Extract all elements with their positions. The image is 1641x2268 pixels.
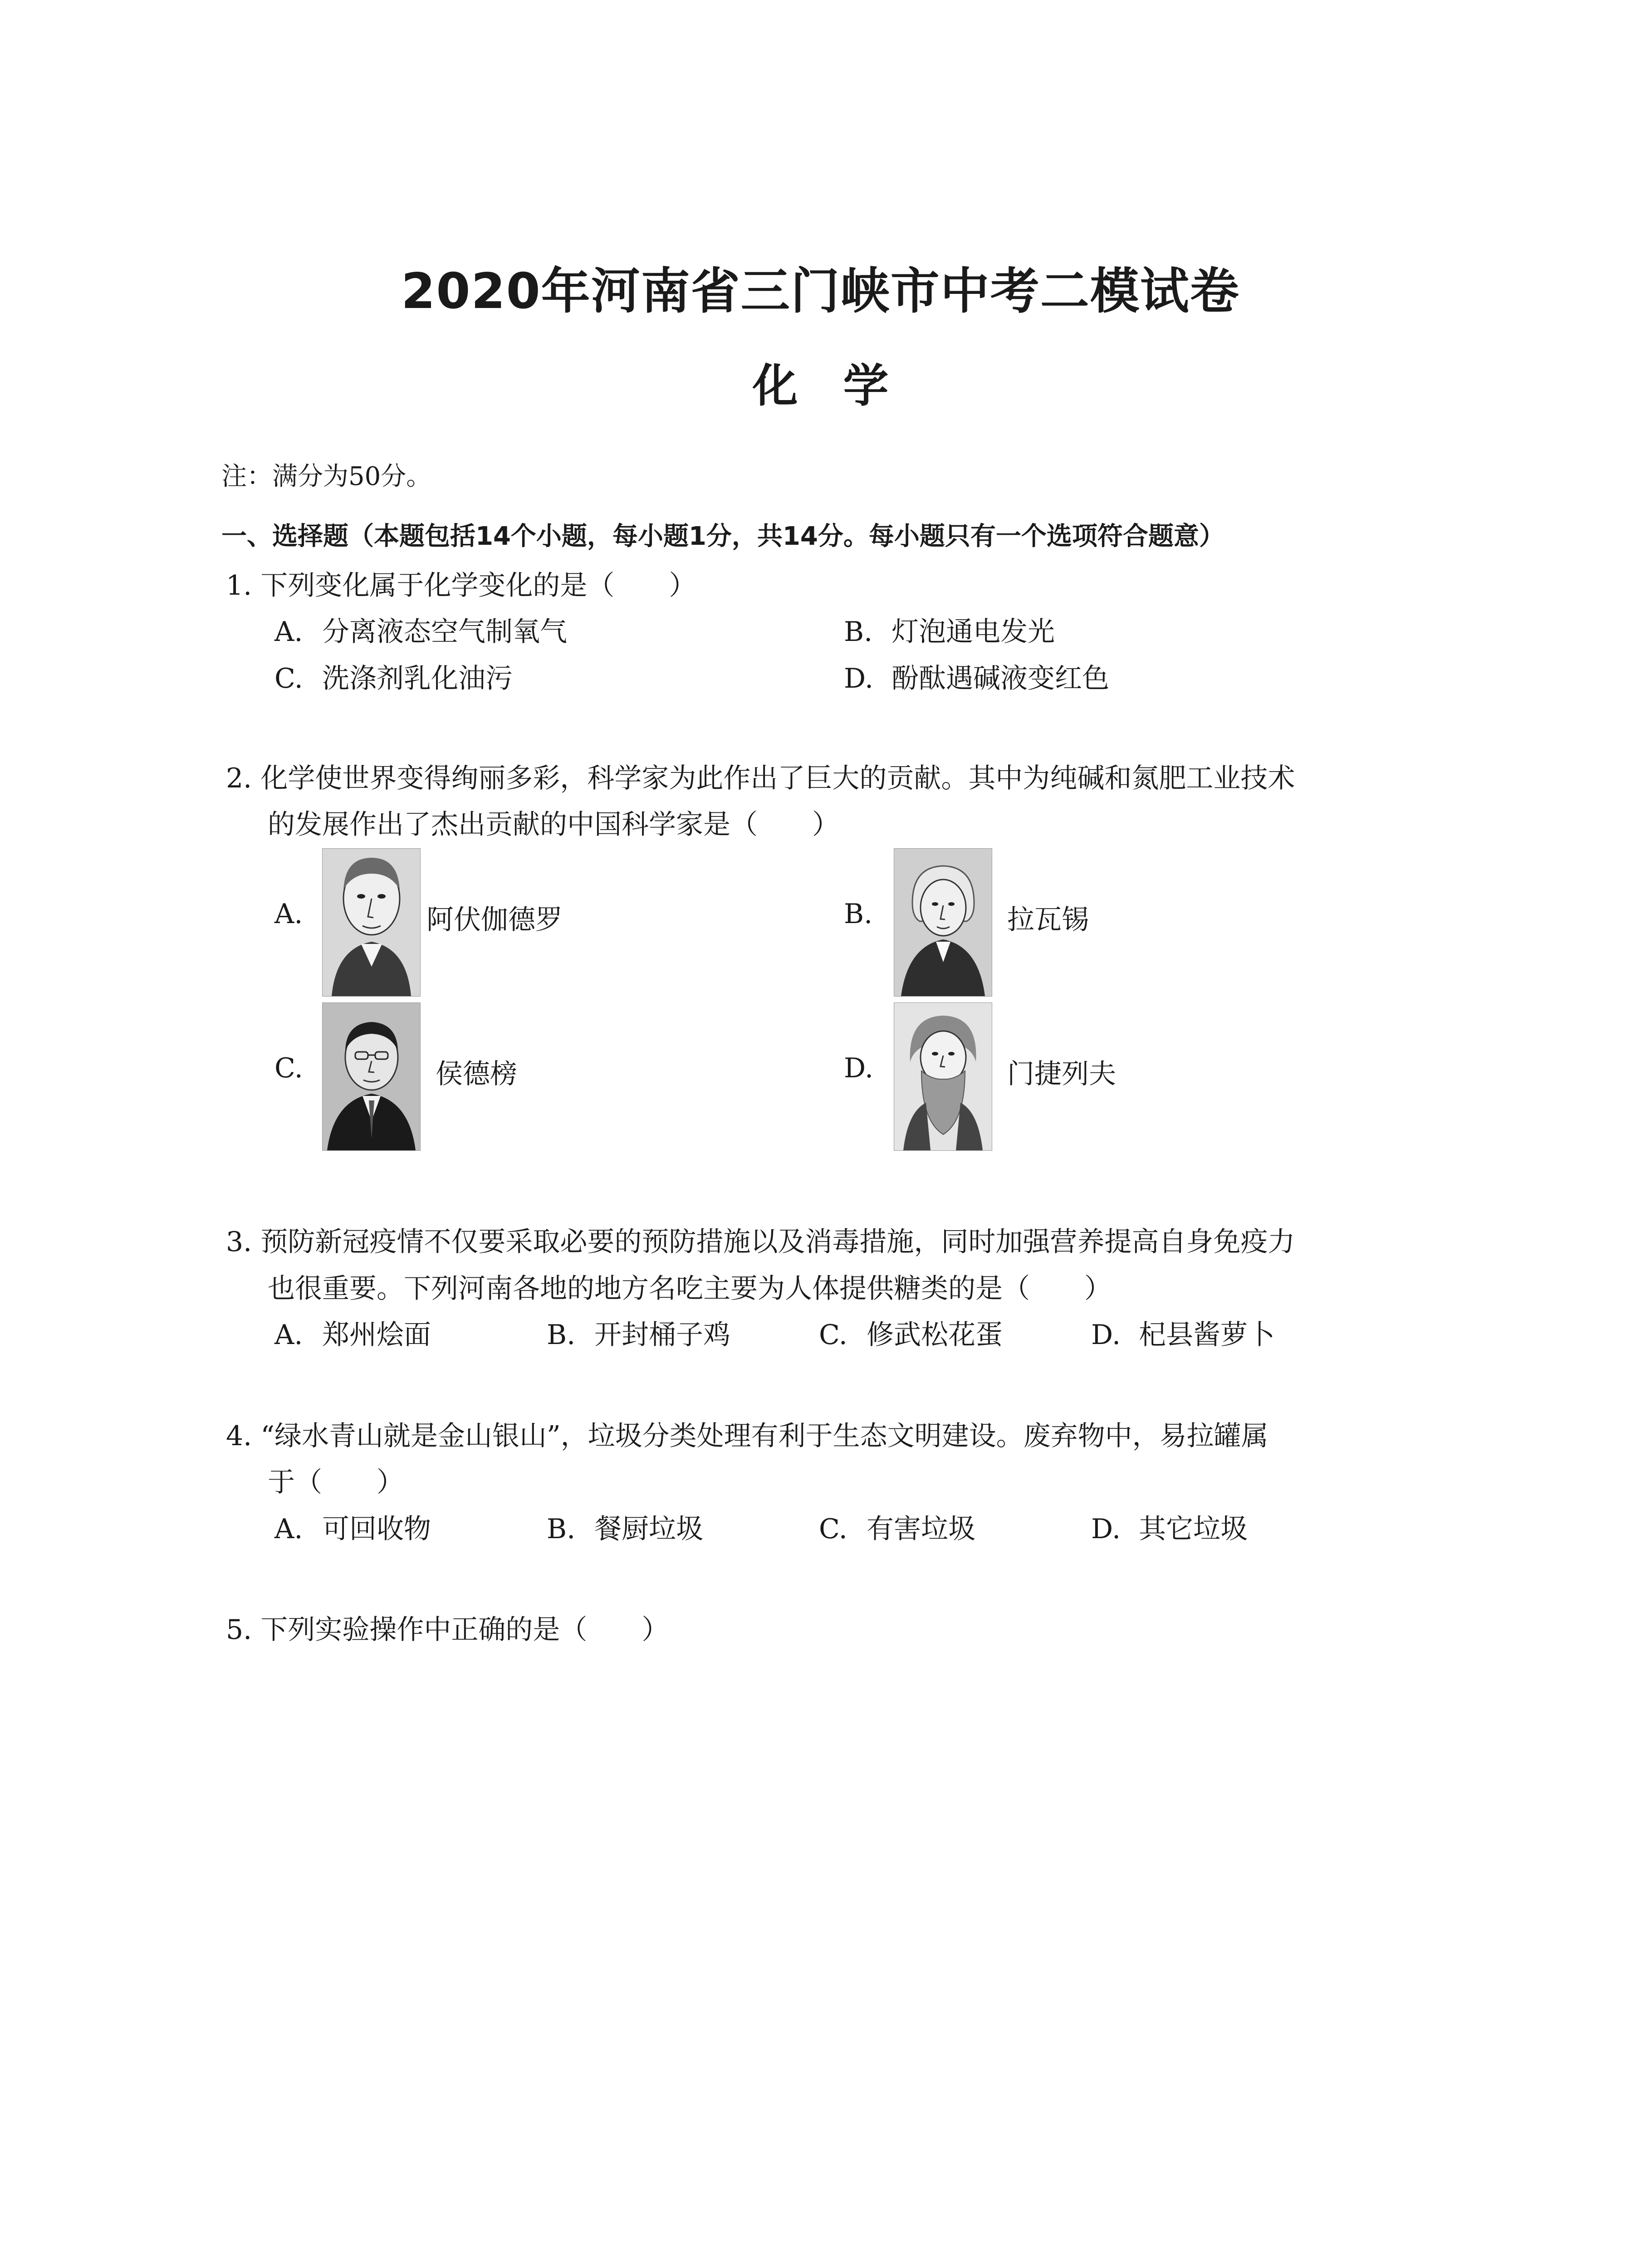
portrait-image — [894, 1003, 992, 1150]
score-note: 注：满分为50分。 — [221, 462, 432, 491]
q1-option-b — [844, 610, 1055, 649]
q5-stem: 5. 下列实验操作中正确的是（ ） — [226, 1614, 669, 1646]
q3-stem-line1: 3. 预防新冠疫情不仅要采取必要的预防措施以及消毒措施，同时加强营养提高自身免疫力 — [226, 1226, 1295, 1258]
q2-option-b-letter: B. — [844, 898, 873, 930]
option-text: 其它垃圾 — [1139, 1513, 1248, 1545]
option-text: 洗涤剂乳化油污 — [322, 663, 513, 694]
q1-option-a — [274, 610, 567, 649]
hou-debang-portrait — [322, 1002, 421, 1151]
option-letter: A. — [274, 616, 303, 648]
mendeleev-portrait — [894, 1002, 992, 1151]
option-text: 郑州烩面 — [322, 1319, 431, 1351]
option-letter: B. — [844, 616, 873, 648]
option-letter: B. — [547, 1513, 576, 1545]
q2-option-b-name: 拉瓦锡 — [1007, 904, 1089, 936]
q2-option-c-name: 侯德榜 — [436, 1058, 517, 1090]
option-letter: C. — [819, 1319, 847, 1351]
q4-option-b — [547, 1507, 703, 1546]
section-heading: 一、选择题（本题包括14个小题，每小题1分，共14分。每小题只有一个选项符合题意） — [221, 522, 1225, 551]
q4-option-d — [1091, 1507, 1248, 1546]
q1-stem: 1. 下列变化属于化学变化的是（ ） — [226, 570, 696, 601]
q3-option-c — [819, 1313, 1003, 1352]
option-text: 可回收物 — [322, 1513, 431, 1545]
q2-stem-line1: 2. 化学使世界变得绚丽多彩，科学家为此作出了巨大的贡献。其中为纯碱和氮肥工业技术 — [226, 763, 1295, 794]
portrait-image — [323, 1003, 420, 1150]
option-text: 有害垃圾 — [867, 1513, 975, 1545]
option-letter: D. — [844, 663, 874, 694]
subject-title: 化学 — [752, 359, 934, 412]
q3-option-b — [547, 1313, 730, 1352]
option-text: 灯泡通电发光 — [892, 616, 1055, 648]
option-letter: A. — [274, 1319, 303, 1351]
option-text: 修武松花蛋 — [867, 1319, 1003, 1351]
q2-option-d-letter: D. — [844, 1052, 874, 1084]
option-letter: A. — [274, 1513, 303, 1545]
option-text: 杞县酱萝卜 — [1139, 1319, 1275, 1351]
q2-option-c-letter: C. — [274, 1052, 303, 1084]
option-letter: C. — [819, 1513, 847, 1545]
q3-option-a — [274, 1313, 431, 1352]
q2-option-a-letter: A. — [274, 898, 303, 930]
option-letter: B. — [547, 1319, 576, 1351]
q3-stem-line2: 也很重要。下列河南各地的地方名吃主要为人体提供糖类的是（ ） — [268, 1273, 1112, 1305]
q4-stem-line1: 4. “绿水青山就是金山银山”，垃圾分类处理有利于生态文明建设。废弃物中，易拉罐属 — [226, 1420, 1269, 1452]
q4-option-a — [274, 1507, 431, 1546]
q2-option-d-name: 门捷列夫 — [1007, 1058, 1116, 1090]
exam-title: 2020年河南省三门峡市中考二模试卷 — [401, 263, 1240, 320]
q4-option-c — [819, 1507, 975, 1546]
option-letter: D. — [1091, 1319, 1121, 1351]
q2-option-a-name: 阿伏伽德罗 — [426, 904, 563, 936]
option-text: 餐厨垃圾 — [594, 1513, 703, 1545]
option-text: 开封桶子鸡 — [594, 1319, 730, 1351]
portrait-image — [323, 849, 420, 996]
option-letter: D. — [1091, 1513, 1121, 1545]
q1-option-c — [274, 657, 513, 696]
portrait-image — [894, 849, 992, 996]
option-letter: C. — [274, 663, 303, 694]
q2-stem-line2: 的发展作出了杰出贡献的中国科学家是（ ） — [268, 809, 839, 841]
lavoisier-portrait — [894, 848, 992, 997]
option-text: 分离液态空气制氧气 — [322, 616, 567, 648]
q4-stem-line2: 于（ ） — [268, 1466, 404, 1498]
q1-option-d — [844, 657, 1109, 696]
avogadro-portrait — [322, 848, 421, 997]
q3-option-d — [1091, 1313, 1275, 1352]
option-text: 酚酞遇碱液变红色 — [892, 663, 1109, 694]
